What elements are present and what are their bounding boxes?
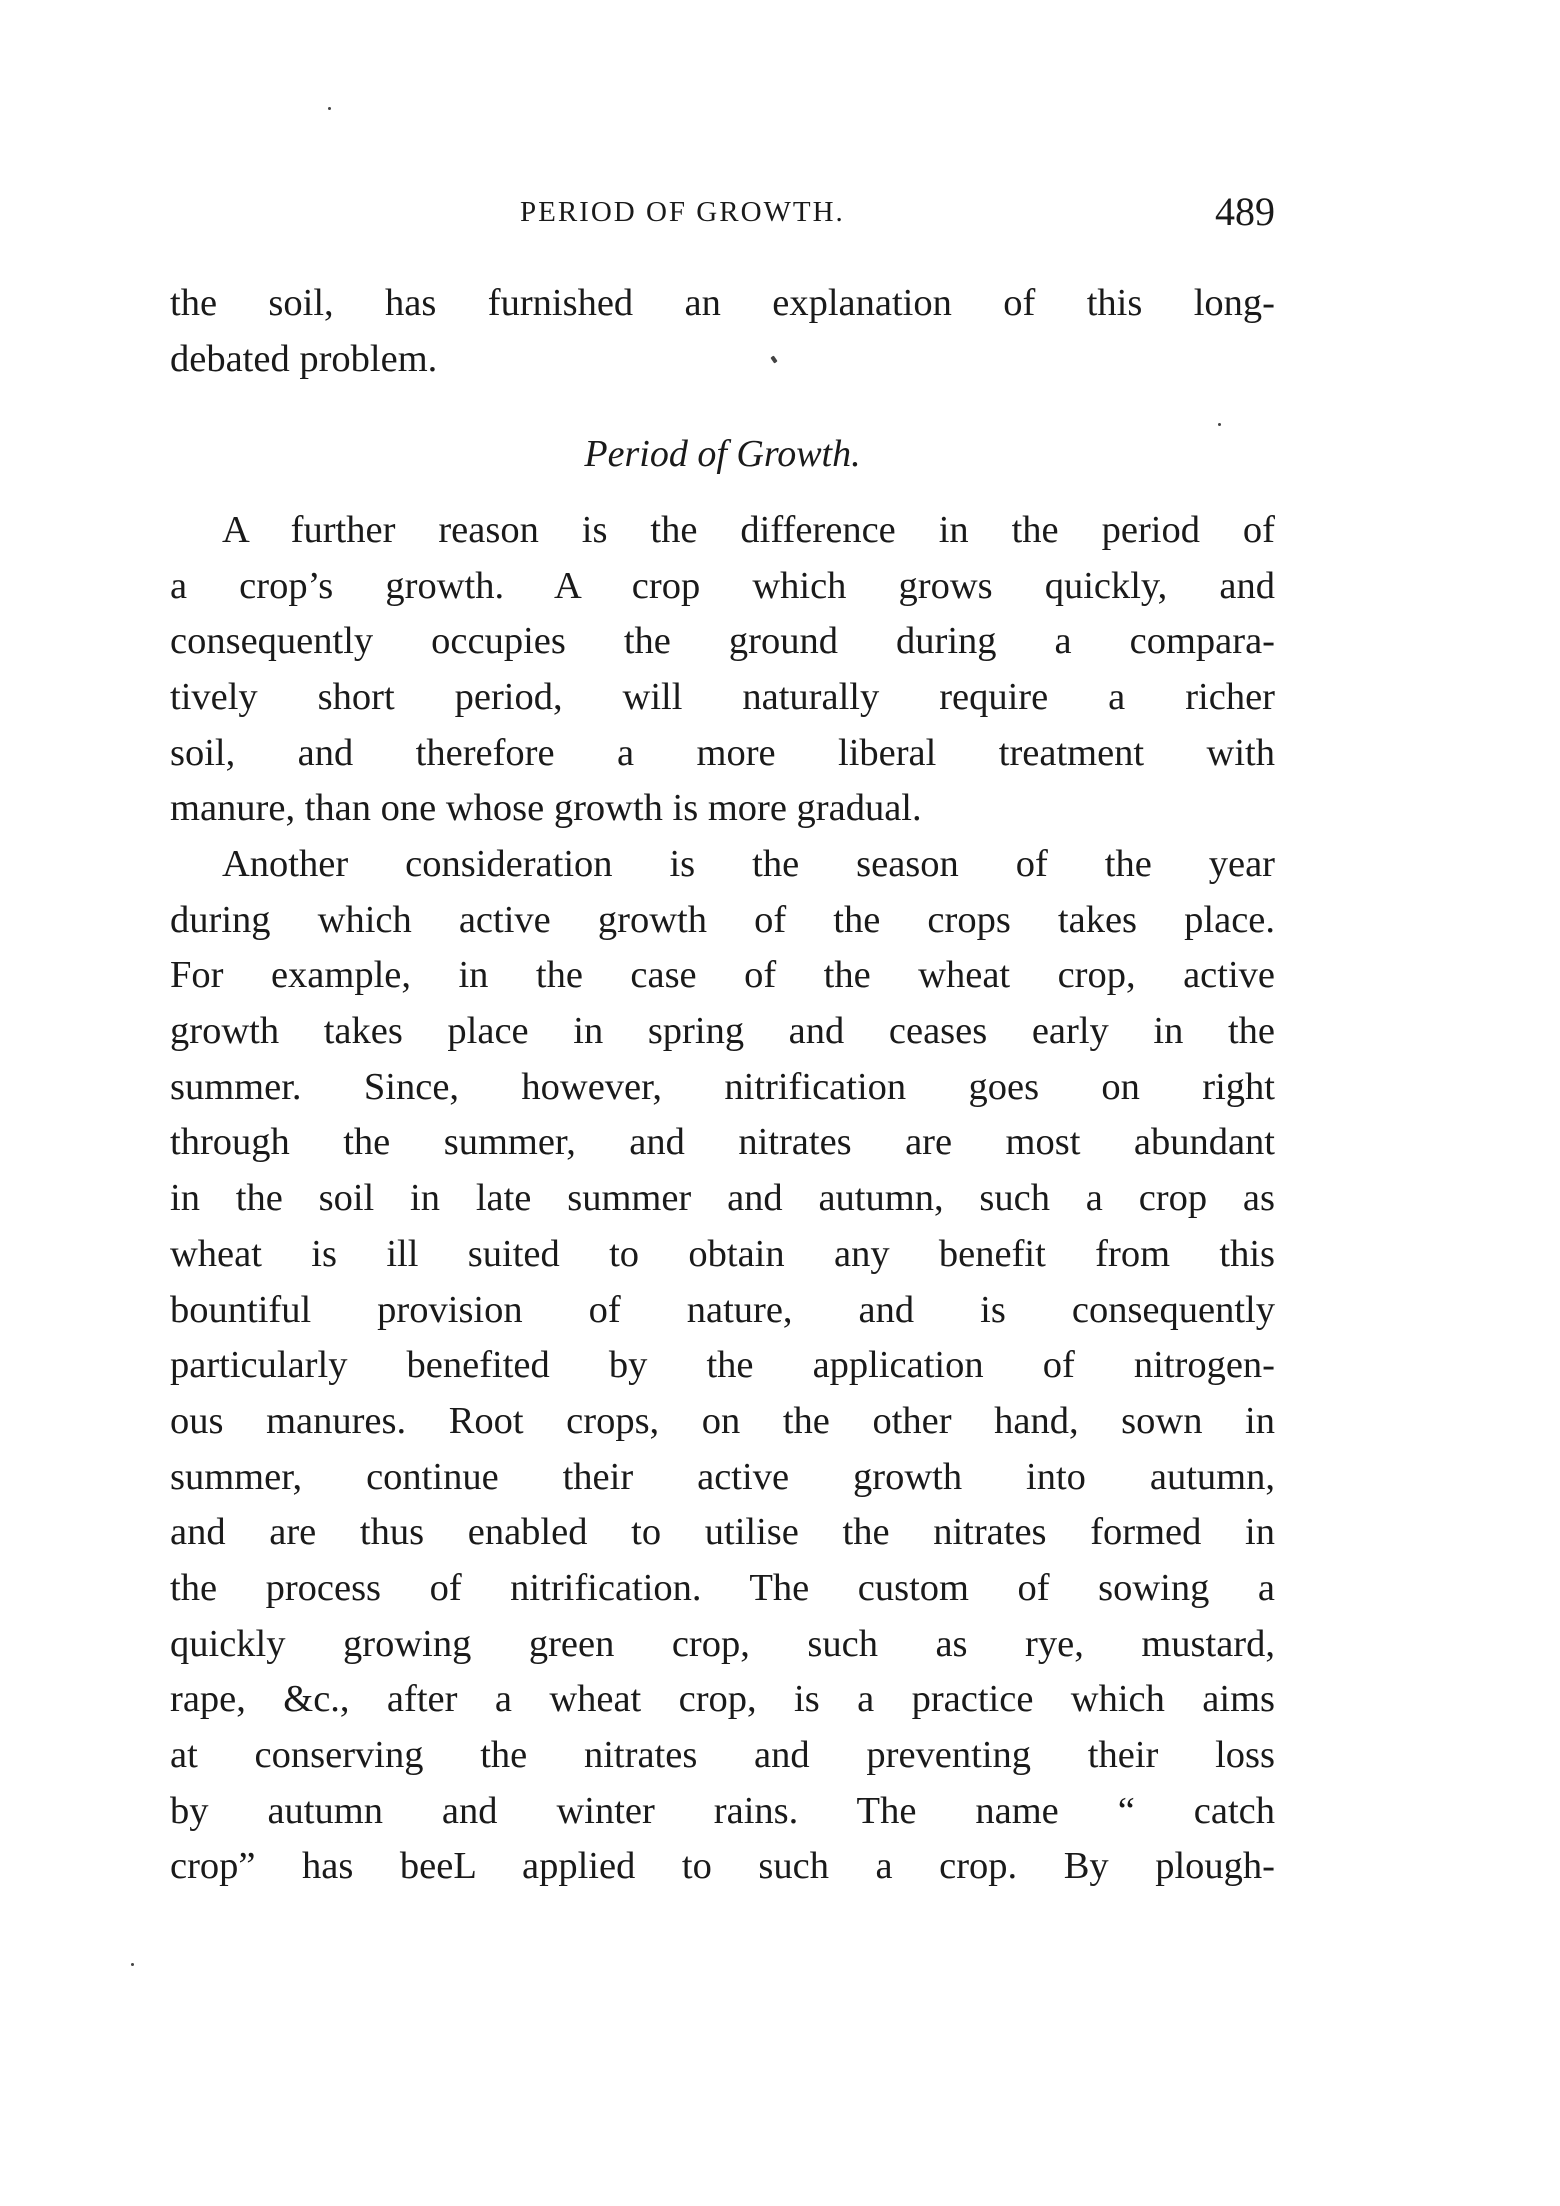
text-line: debated problem.: [170, 337, 438, 380]
text-line: consequently occupies the ground during a compara-: [170, 620, 1275, 663]
text-line: through the summer, and nitrates are most abundant: [170, 1121, 1275, 1164]
text-line: in the soil in late summer and autumn, such a crop as: [170, 1177, 1275, 1220]
paragraph-period-of-growth: [170, 503, 1275, 837]
text-line: a crop’s growth. A crop which grows quickly, and: [170, 564, 1275, 607]
text-line: bountiful provision of nature, and is consequently: [170, 1288, 1275, 1331]
text-line: the soil, has furnished an explanation of this long-: [170, 282, 1275, 324]
running-head: [170, 188, 1275, 238]
page-number: 489: [1215, 189, 1275, 234]
text-line: A further reason is the difference in the period of: [222, 509, 1275, 551]
scan-speck: [328, 107, 331, 110]
running-title: PERIOD OF GROWTH.: [520, 196, 845, 228]
text-line: For example, in the case of the wheat crop, active: [170, 954, 1275, 997]
text-line: at conserving the nitrates and preventing their loss: [170, 1734, 1275, 1776]
text-line: tively short period, will naturally require a richer: [170, 676, 1275, 719]
text-line: during which active growth of the crops takes place.: [170, 898, 1275, 941]
text-line: ous manures. Root crops, on the other hand, sown in: [170, 1399, 1275, 1442]
text-line: manure, than one whose growth is more gradual.: [170, 787, 922, 830]
continued-paragraph: [170, 276, 1275, 387]
text-line: wheat is ill suited to obtain any benefit from this: [170, 1232, 1275, 1275]
text-line: summer, continue their active growth into autumn,: [170, 1455, 1275, 1498]
text-line: by autumn and winter rains. The name “ catch: [170, 1789, 1275, 1832]
text-line: Another consideration is the season of the year: [222, 843, 1275, 885]
scan-speck: [131, 1963, 134, 1966]
text-line: growth takes place in spring and ceases early in the: [170, 1010, 1275, 1053]
scan-speck: [1218, 423, 1221, 426]
section-heading: Period of Growth.: [584, 433, 861, 475]
text-line: quickly growing green crop, such as rye, mustard,: [170, 1622, 1275, 1665]
text-line: summer. Since, however, nitrification goes on right: [170, 1065, 1275, 1108]
text-line: the process of nitrification. The custom of sowing a: [170, 1566, 1275, 1609]
text-line: crop” has beeL applied to such a crop. By plough-: [170, 1845, 1275, 1888]
text-line: soil, and therefore a more liberal treatment with: [170, 731, 1275, 774]
text-line: and are thus enabled to utilise the nitrates formed in: [170, 1511, 1275, 1554]
text-line: rape, &c., after a wheat crop, is a practice which aims: [170, 1678, 1275, 1721]
text-line: particularly benefited by the application of nitrogen-: [170, 1344, 1275, 1387]
paragraph-season-of-year: [170, 837, 1275, 1895]
